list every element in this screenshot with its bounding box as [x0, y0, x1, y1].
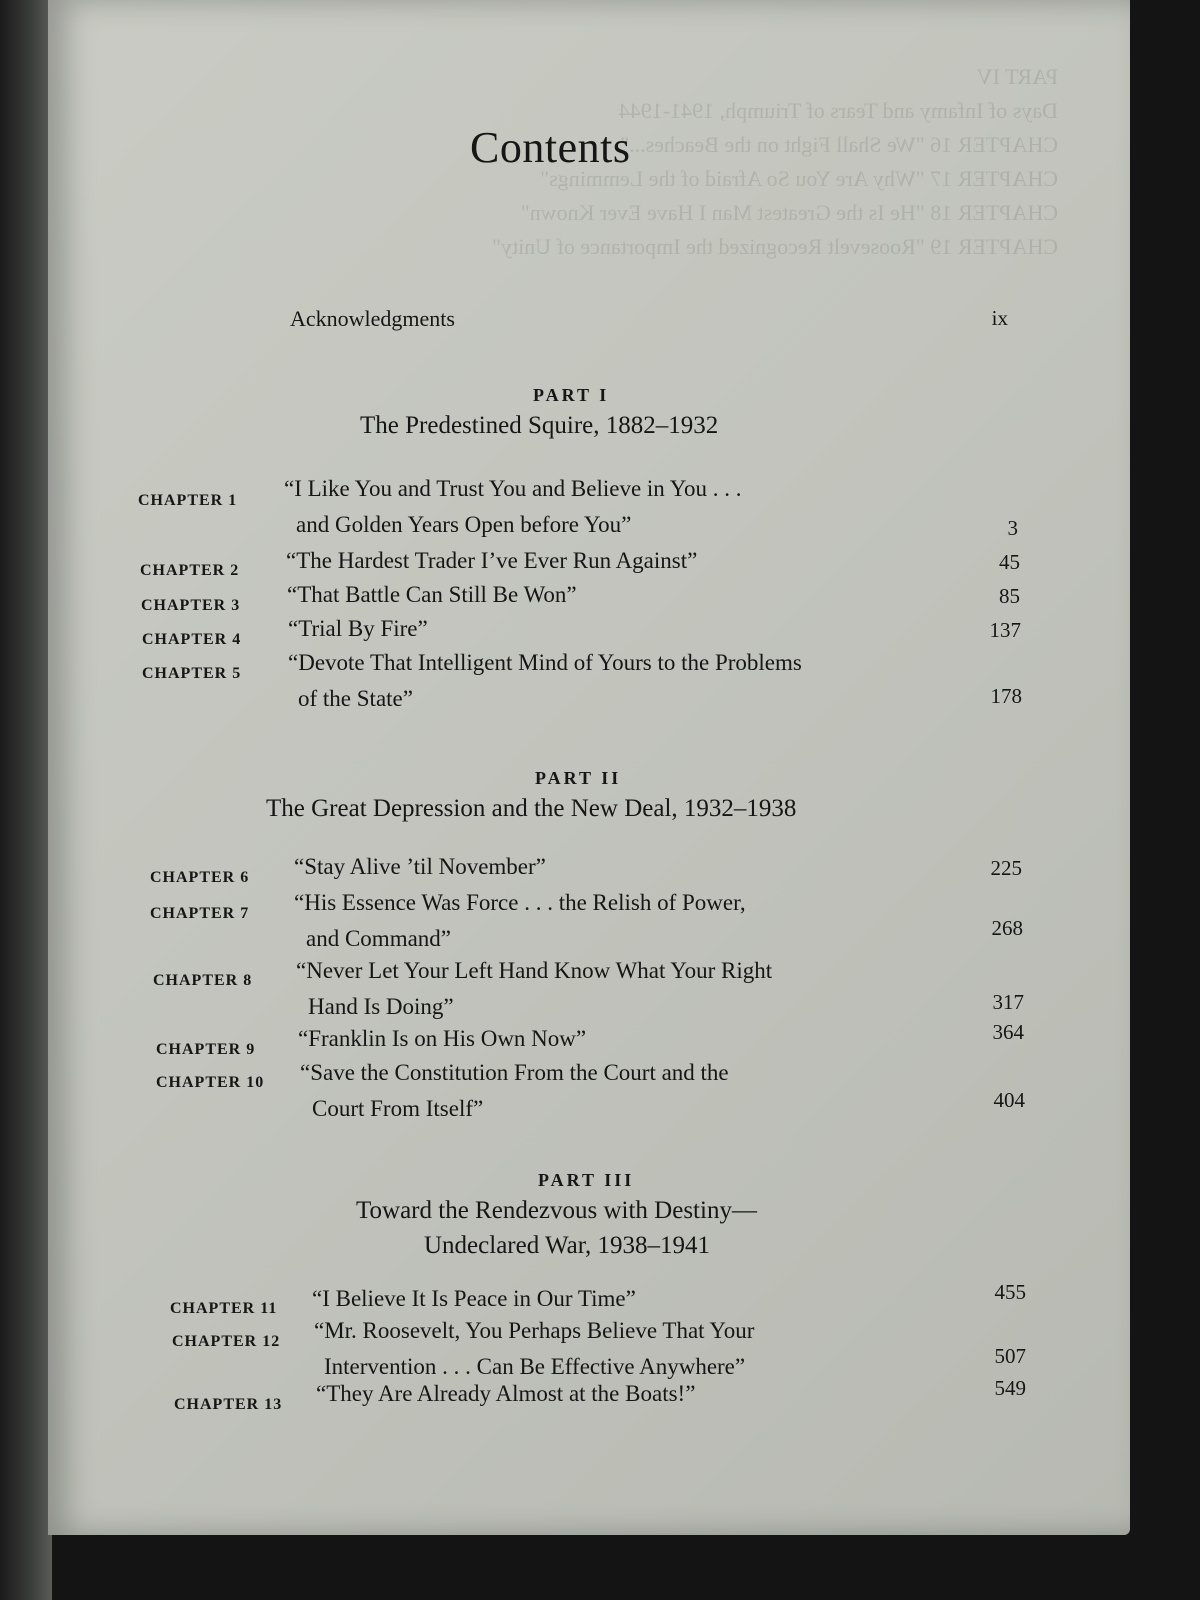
chapter-page: 225: [990, 856, 1022, 880]
chapter-page: 137: [989, 618, 1021, 642]
chapter-title: “His Essence Was Force . . . the Relish of Power,: [294, 890, 746, 915]
chapter-page: 3: [1007, 516, 1018, 540]
chapter-label: CHAPTER 7: [150, 905, 250, 922]
chapter-page: 549: [994, 1376, 1026, 1400]
chapter-label: CHAPTER 11: [170, 1300, 278, 1317]
acknowledgments-page: ix: [991, 306, 1008, 330]
chapter-title: “That Battle Can Still Be Won”: [287, 582, 577, 607]
chapter-page: 85: [999, 584, 1020, 608]
chapter-title: “Franklin Is on His Own Now”: [298, 1026, 587, 1051]
chapter-label: CHAPTER 10: [156, 1074, 265, 1091]
part-label: PART I: [533, 385, 610, 405]
chapter-title: “Save the Constitution From the Court and the: [300, 1060, 729, 1085]
chapter-page: 404: [993, 1088, 1025, 1112]
chapter-label: CHAPTER 12: [172, 1333, 281, 1350]
chapter-title: “Mr. Roosevelt, You Perhaps Believe That Your: [314, 1318, 755, 1343]
chapter-title: “The Hardest Trader I’ve Ever Run Against”: [286, 548, 698, 573]
part-title: The Predestined Squire, 1882–1932: [360, 412, 719, 439]
part-title: Toward the Rendezvous with Destiny—: [356, 1197, 757, 1224]
chapter-label: CHAPTER 6: [150, 869, 250, 886]
chapter-label: CHAPTER 5: [142, 665, 242, 682]
book-spine-edge: [0, 0, 52, 1600]
chapter-title-continued: and Golden Years Open before You”: [296, 512, 632, 537]
chapter-title: “Devote That Intelligent Mind of Yours to the Problems: [288, 650, 802, 675]
chapter-title: “Stay Alive ’til November”: [294, 854, 546, 879]
page-title: Contents: [470, 123, 631, 172]
bleed-through-text: PART IV Days of Infamy and Tears of Triumph, 1941-1944 CHAPTER 16 "We Shall Fight on the Beaches..." CHAPTER 17 "Why Are You So Afraid of the Lemmings" CHAPTER 18 "He Is the Greatest Man I Have Ever Known" CHAPTER 19 "Roosevelt Recognized the Importance of Unity": [491, 64, 1058, 259]
chapter-title: “I Like You and Trust You and Believe in You . . .: [284, 476, 742, 501]
chapter-label: CHAPTER 2: [140, 562, 240, 579]
chapter-label: CHAPTER 1: [138, 492, 238, 509]
chapter-title-continued: and Command”: [306, 926, 451, 951]
chapter-title-continued: of the State”: [298, 686, 413, 711]
chapter-label: CHAPTER 4: [142, 631, 242, 648]
chapter-page: 507: [994, 1344, 1026, 1368]
chapter-page: 268: [991, 916, 1023, 940]
chapter-page: 45: [999, 550, 1020, 574]
chapter-label: CHAPTER 9: [156, 1041, 256, 1058]
chapter-title: “Never Let Your Left Hand Know What Your Right: [296, 958, 773, 983]
chapter-title-continued: Hand Is Doing”: [308, 994, 454, 1019]
chapter-title: “They Are Already Almost at the Boats!”: [316, 1381, 696, 1406]
acknowledgments-label: Acknowledgments: [290, 306, 455, 331]
chapter-label: CHAPTER 13: [174, 1396, 283, 1413]
chapter-page: 455: [994, 1280, 1026, 1304]
chapter-title-continued: Court From Itself”: [312, 1096, 484, 1121]
part-title: The Great Depression and the New Deal, 1932–1938: [266, 795, 797, 822]
chapter-page: 178: [990, 684, 1022, 708]
chapter-label: CHAPTER 8: [153, 972, 253, 989]
part-label: PART II: [535, 768, 622, 788]
chapter-page: 317: [992, 990, 1024, 1014]
chapter-page: 364: [992, 1020, 1024, 1044]
part-title-continued: Undeclared War, 1938–1941: [424, 1232, 711, 1259]
chapter-title: “Trial By Fire”: [288, 616, 428, 641]
chapter-label: CHAPTER 3: [141, 597, 241, 614]
part-label: PART III: [538, 1170, 635, 1190]
chapter-title-continued: Intervention . . . Can Be Effective Anywhere”: [324, 1354, 746, 1379]
chapter-title: “I Believe It Is Peace in Our Time”: [312, 1286, 636, 1311]
